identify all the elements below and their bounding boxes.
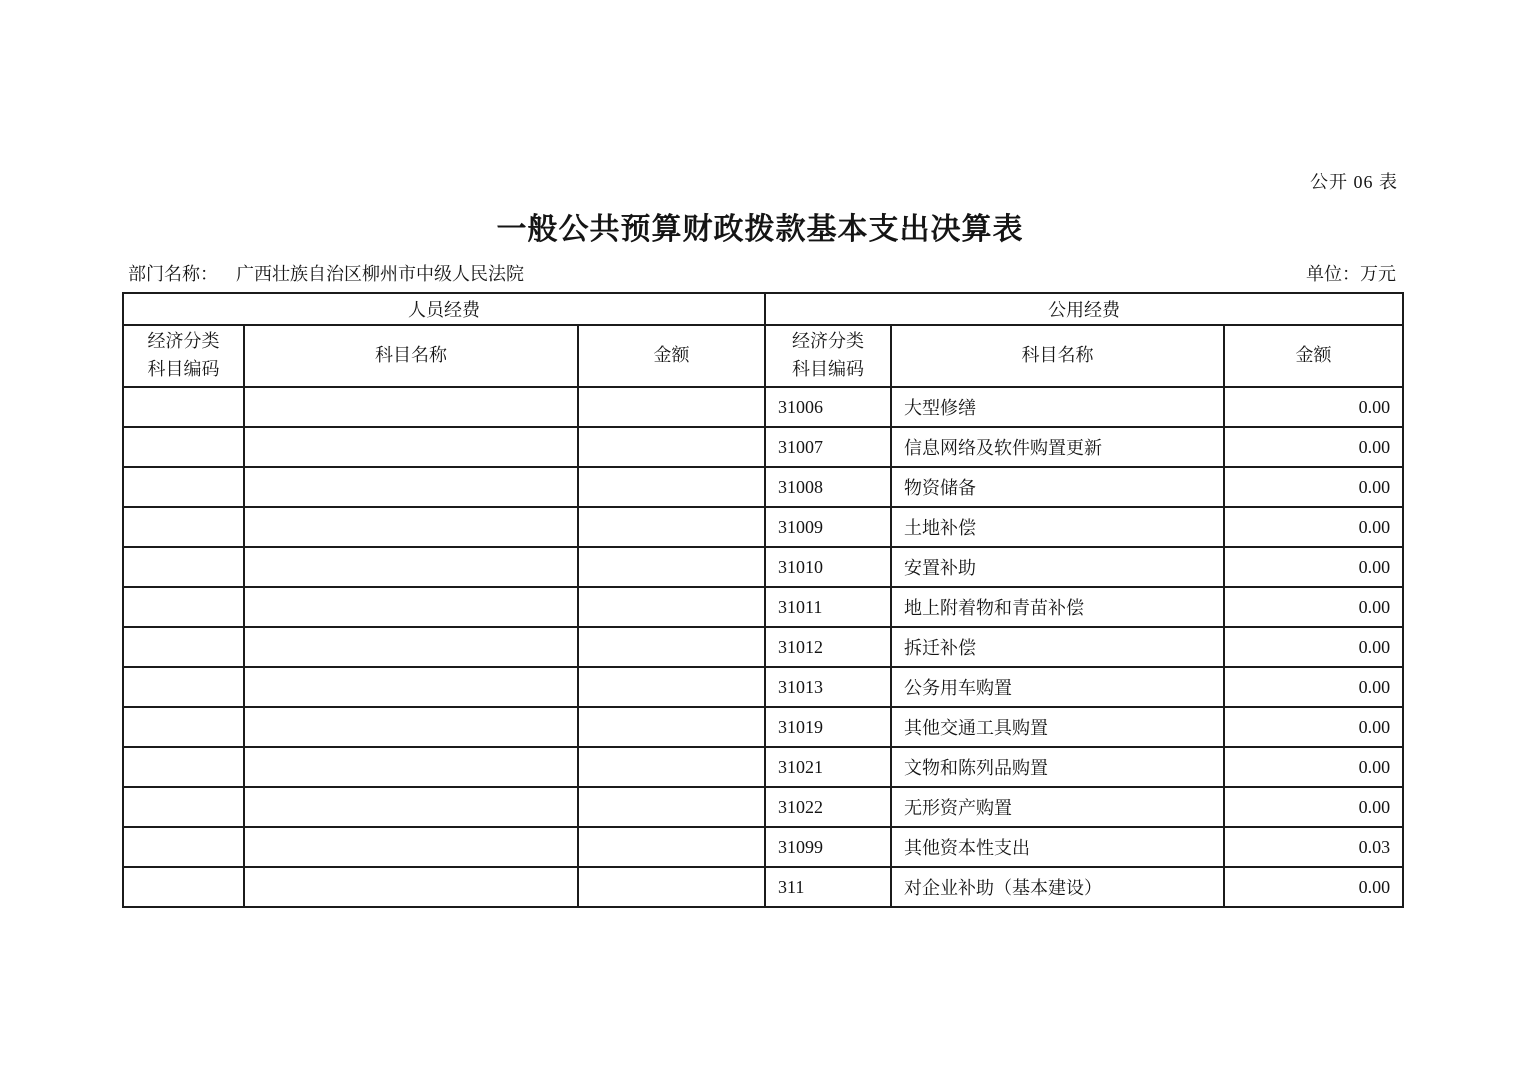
left-name-cell [244, 627, 578, 667]
right-code-cell: 31011 [765, 587, 891, 627]
left-code-cell [123, 507, 244, 547]
right-name-column-header: 科目名称 [891, 325, 1224, 387]
left-amount-cell [578, 507, 765, 547]
left-amount-cell [578, 467, 765, 507]
right-code-cell: 311 [765, 867, 891, 907]
right-amount-cell: 0.00 [1224, 547, 1403, 587]
right-amount-cell: 0.00 [1224, 467, 1403, 507]
right-name-cell: 拆迁补偿 [891, 627, 1224, 667]
left-name-cell [244, 387, 578, 427]
left-code-cell [123, 747, 244, 787]
left-code-cell [123, 827, 244, 867]
table-row [123, 667, 1403, 707]
table-row [123, 827, 1403, 867]
right-amount-cell: 0.00 [1224, 627, 1403, 667]
right-name-cell: 信息网络及软件购置更新 [891, 427, 1224, 467]
table-body [123, 387, 1403, 907]
left-code-cell [123, 627, 244, 667]
right-code-column-header [765, 325, 891, 387]
code-header-line1: 经济分类 [147, 331, 220, 352]
left-code-cell [123, 427, 244, 467]
left-name-cell [244, 707, 578, 747]
right-name-cell: 公务用车购置 [891, 667, 1224, 707]
left-code-cell [123, 787, 244, 827]
right-code-cell: 31010 [765, 547, 891, 587]
left-amount-cell [578, 427, 765, 467]
left-amount-cell [578, 387, 765, 427]
code-header-line2: 科目编码 [792, 359, 865, 379]
table-row [123, 707, 1403, 747]
table-row [123, 867, 1403, 907]
right-code-cell: 31012 [765, 627, 891, 667]
left-name-cell [244, 787, 578, 827]
left-amount-cell [578, 667, 765, 707]
left-code-column-header [123, 325, 244, 387]
left-name-column-header: 科目名称 [244, 325, 578, 387]
left-name-cell [244, 867, 578, 907]
left-name-cell [244, 547, 578, 587]
table-row [123, 547, 1403, 587]
code-header-line2: 科目编码 [147, 359, 220, 379]
left-amount-cell [578, 747, 765, 787]
right-amount-cell: 0.00 [1224, 667, 1403, 707]
right-amount-cell: 0.00 [1224, 787, 1403, 827]
left-name-cell [244, 427, 578, 467]
right-name-cell: 对企业补助（基本建设） [891, 867, 1224, 907]
right-name-cell: 物资储备 [891, 467, 1224, 507]
left-amount-cell [578, 587, 765, 627]
left-amount-cell [578, 627, 765, 667]
left-name-cell [244, 467, 578, 507]
budget-table [122, 292, 1404, 908]
group-header-row [123, 293, 1403, 325]
left-code-cell [123, 707, 244, 747]
table-row [123, 507, 1403, 547]
right-amount-cell: 0.00 [1224, 867, 1403, 907]
right-code-cell: 31099 [765, 827, 891, 867]
right-code-cell: 31009 [765, 507, 891, 547]
left-name-cell [244, 747, 578, 787]
left-code-cell [123, 587, 244, 627]
left-amount-cell [578, 867, 765, 907]
left-code-cell [123, 667, 244, 707]
right-name-cell: 无形资产购置 [891, 787, 1224, 827]
right-amount-cell: 0.00 [1224, 507, 1403, 547]
right-code-cell: 31006 [765, 387, 891, 427]
table-row [123, 627, 1403, 667]
right-name-cell: 大型修缮 [891, 387, 1224, 427]
left-amount-cell [578, 787, 765, 827]
right-name-cell: 其他交通工具购置 [891, 707, 1224, 747]
left-name-cell [244, 667, 578, 707]
unit-label: 单位：万元 [1306, 264, 1396, 284]
left-amount-column-header: 金额 [578, 325, 765, 387]
table-row [123, 467, 1403, 507]
department-line [128, 260, 524, 286]
right-name-cell: 安置补助 [891, 547, 1224, 587]
right-code-cell: 31007 [765, 427, 891, 467]
right-name-cell: 其他资本性支出 [891, 827, 1224, 867]
right-name-cell: 文物和陈列品购置 [891, 747, 1224, 787]
table-row [123, 387, 1403, 427]
right-name-cell: 土地补偿 [891, 507, 1224, 547]
right-amount-column-header: 金额 [1224, 325, 1403, 387]
left-name-cell [244, 587, 578, 627]
right-amount-cell: 0.00 [1224, 427, 1403, 467]
right-code-cell: 31019 [765, 707, 891, 747]
left-name-cell [244, 507, 578, 547]
personnel-funds-group-header: 人员经费 [123, 293, 765, 325]
public-funds-group-header: 公用经费 [765, 293, 1403, 325]
left-code-cell [123, 387, 244, 427]
right-amount-cell: 0.00 [1224, 587, 1403, 627]
form-number-label: 公开 06 表 [1310, 172, 1398, 192]
right-code-cell: 31013 [765, 667, 891, 707]
right-code-cell: 31021 [765, 747, 891, 787]
table-row [123, 747, 1403, 787]
table-row [123, 787, 1403, 827]
right-amount-cell: 0.00 [1224, 387, 1403, 427]
left-amount-cell [578, 547, 765, 587]
department-name: 广西壮族自治区柳州市中级人民法院 [236, 264, 524, 284]
right-amount-cell: 0.00 [1224, 747, 1403, 787]
left-amount-cell [578, 827, 765, 867]
right-code-cell: 31008 [765, 467, 891, 507]
left-amount-cell [578, 707, 765, 747]
department-label: 部门名称： [128, 264, 218, 284]
right-amount-cell: 0.00 [1224, 707, 1403, 747]
page-title: 一般公共预算财政拨款基本支出决算表 [496, 213, 1024, 246]
code-header-line1: 经济分类 [792, 331, 865, 352]
meta-row [128, 260, 1396, 286]
right-amount-cell: 0.03 [1224, 827, 1403, 867]
left-code-cell [123, 867, 244, 907]
table-row [123, 427, 1403, 467]
left-code-cell [123, 547, 244, 587]
left-name-cell [244, 827, 578, 867]
table-row [123, 587, 1403, 627]
column-header-row [123, 325, 1403, 387]
right-code-cell: 31022 [765, 787, 891, 827]
right-name-cell: 地上附着物和青苗补偿 [891, 587, 1224, 627]
left-code-cell [123, 467, 244, 507]
